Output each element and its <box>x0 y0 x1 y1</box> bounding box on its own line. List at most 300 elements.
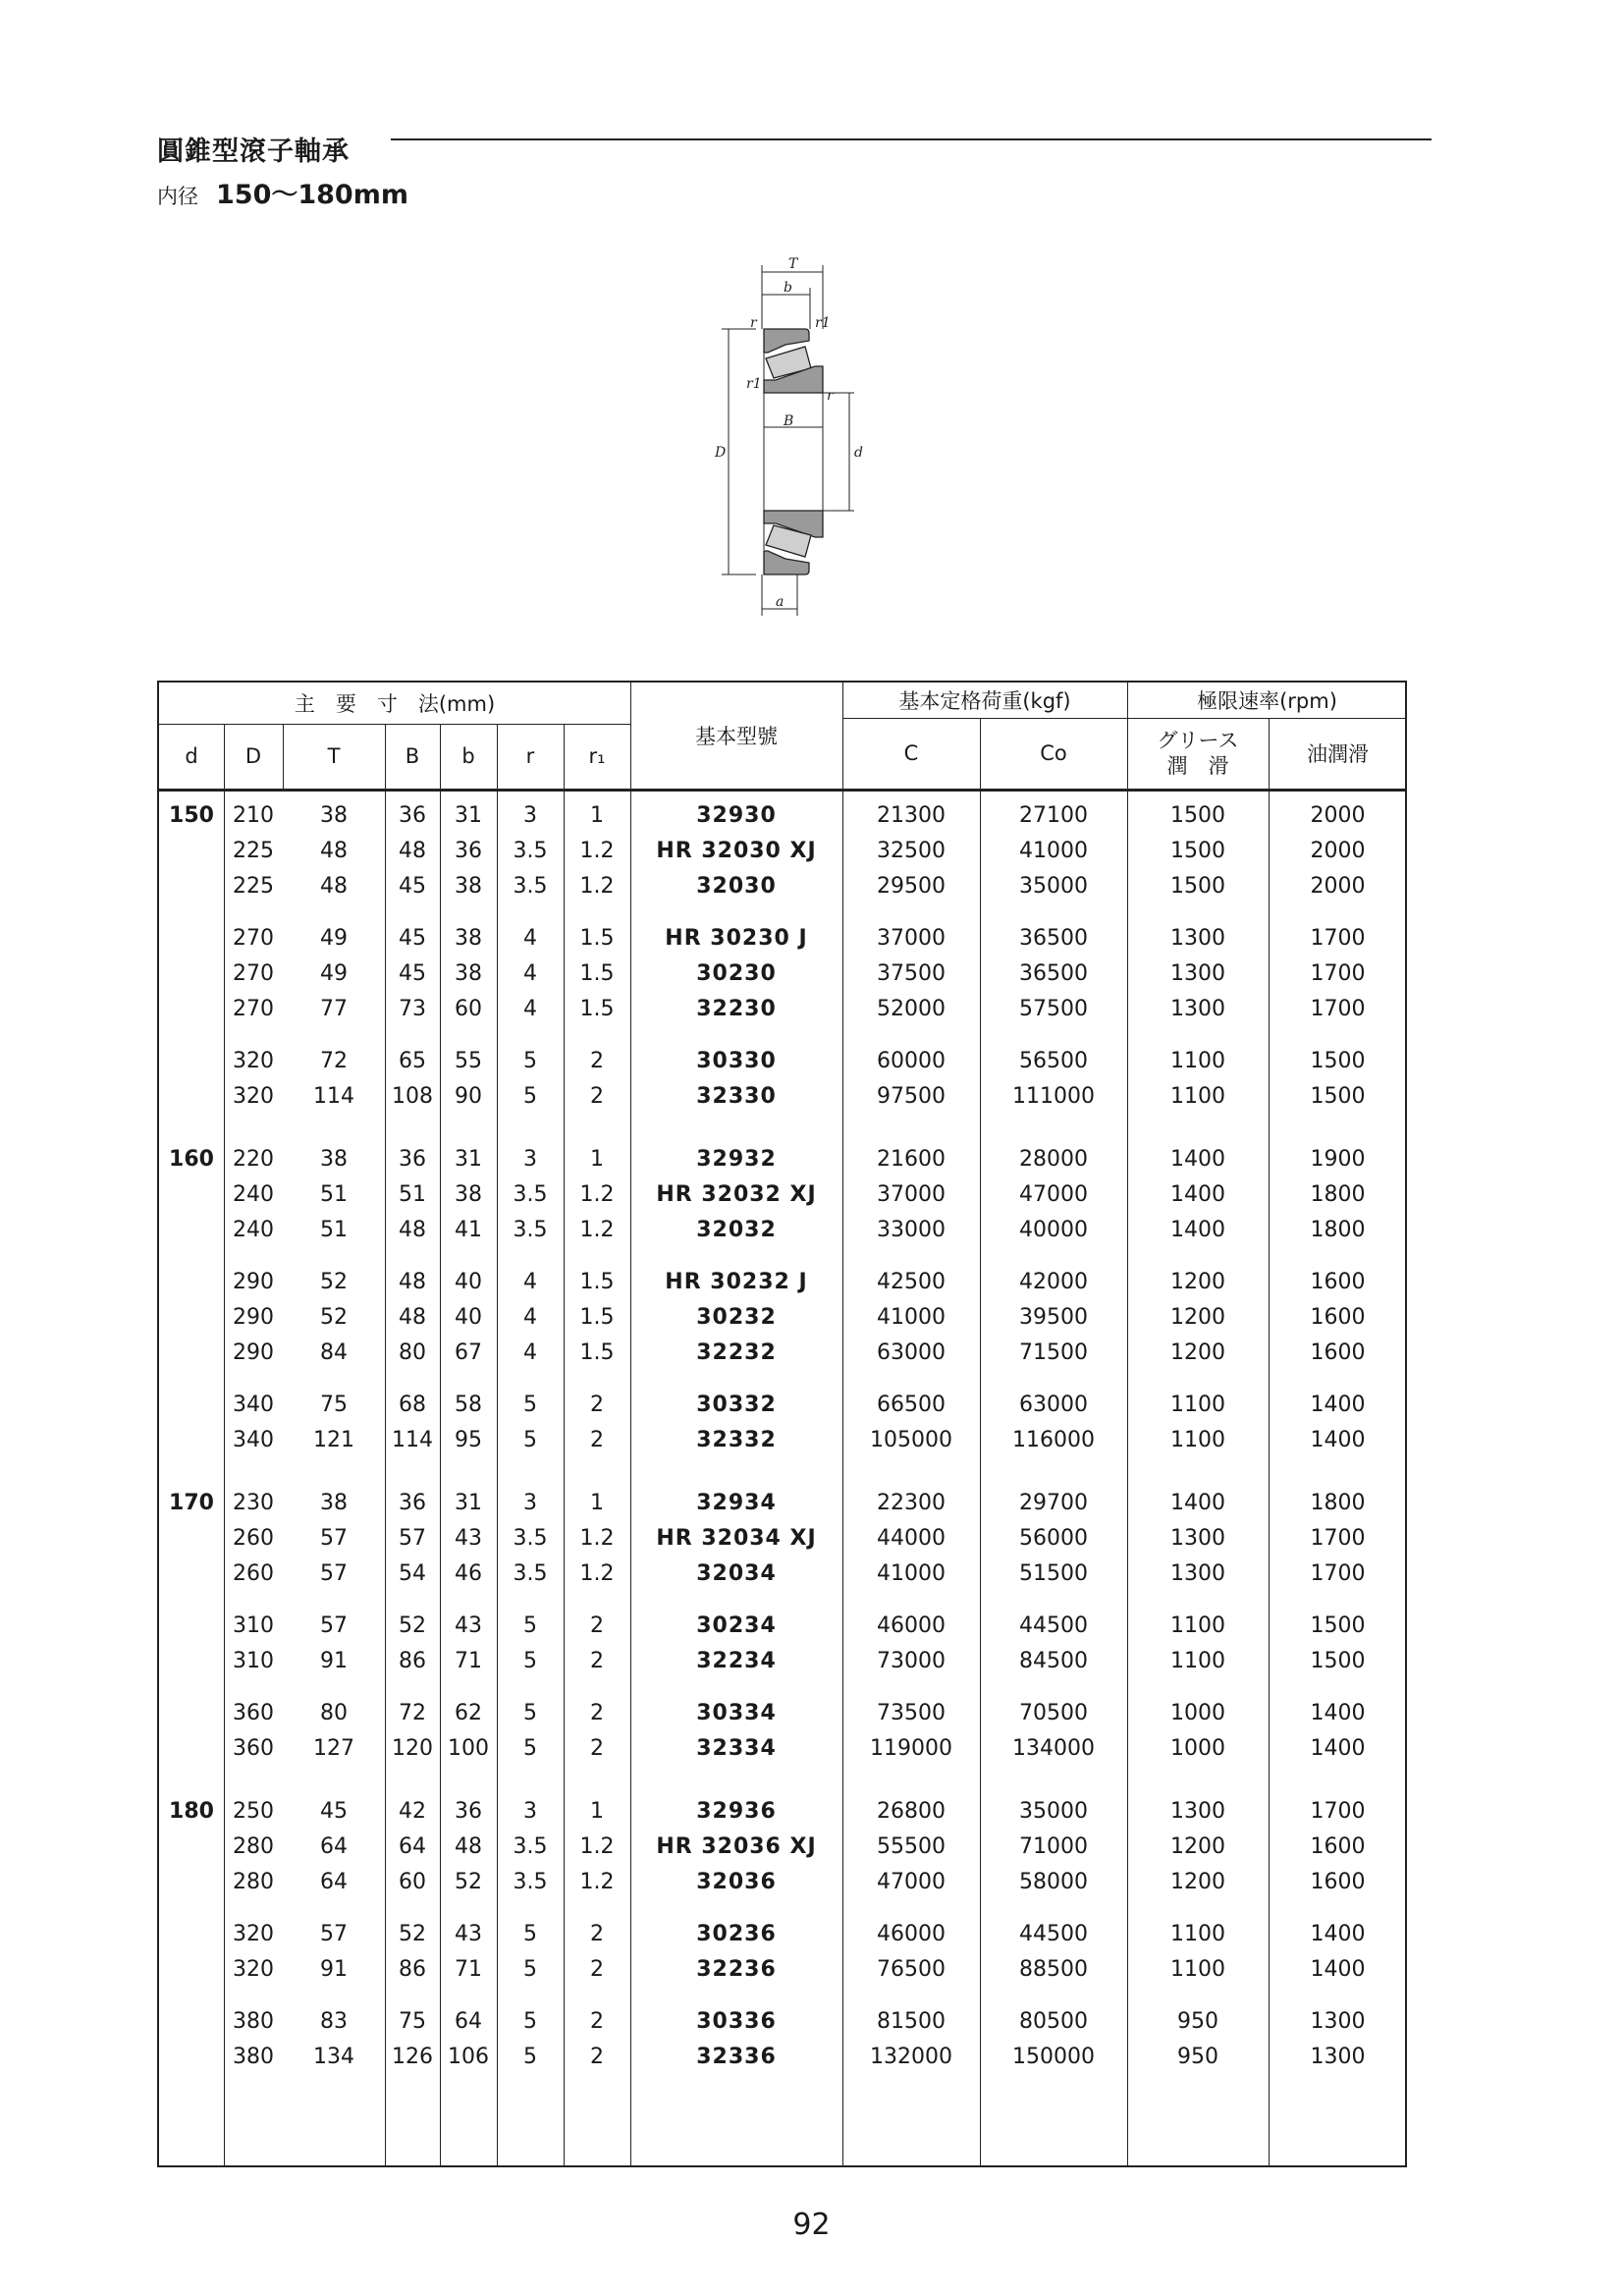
cell-T: 84 <box>320 1340 348 1365</box>
table-row <box>159 1794 1405 1830</box>
col-header-r1: r₁ <box>588 744 606 768</box>
cell-r1: 2 <box>590 1049 604 1073</box>
cell-grease: 1200 <box>1170 1340 1225 1365</box>
cell-r1: 2 <box>590 1701 604 1725</box>
cell-r1: 1 <box>590 803 604 828</box>
cell-Co: 58000 <box>1019 1870 1088 1894</box>
cell-model: 30332 <box>696 1393 777 1417</box>
cell-B: 36 <box>399 1147 426 1172</box>
cell-r1: 1.2 <box>579 1870 615 1894</box>
cell-C: 21300 <box>877 803 946 828</box>
cell-B: 114 <box>392 1428 433 1452</box>
cell-C: 37500 <box>877 961 946 986</box>
cell-b: 64 <box>455 2009 482 2034</box>
cell-model: 32236 <box>696 1957 777 1982</box>
cell-grease: 1100 <box>1170 1613 1225 1638</box>
cell-C: 66500 <box>877 1393 946 1417</box>
cell-grease: 1100 <box>1170 1049 1225 1073</box>
cell-model: HR 32036 XJ <box>656 1834 817 1859</box>
cell-Co: 39500 <box>1019 1305 1088 1330</box>
cell-oil: 1300 <box>1310 2045 1366 2069</box>
cell-d <box>159 1079 224 1115</box>
table-row <box>159 1731 1405 1767</box>
cell-C: 105000 <box>870 1428 952 1452</box>
cell-T: 57 <box>320 1561 348 1586</box>
cell-C: 76500 <box>877 1957 946 1982</box>
cell-r1: 2 <box>590 2009 604 2034</box>
cell-r: 5 <box>523 1393 537 1417</box>
cell-r: 5 <box>523 1957 537 1982</box>
cell-B: 45 <box>399 926 426 951</box>
cell-oil: 1600 <box>1310 1305 1366 1330</box>
cell-C: 37000 <box>877 1182 946 1207</box>
cell-b: 31 <box>455 1147 482 1172</box>
cell-grease: 1100 <box>1170 1428 1225 1452</box>
cell-d <box>159 869 224 904</box>
cell-C: 47000 <box>877 1870 946 1894</box>
cell-r: 5 <box>523 2045 537 2069</box>
cell-model: 32330 <box>696 1084 777 1109</box>
cell-B: 72 <box>399 1701 426 1725</box>
cell-B: 48 <box>399 1305 426 1330</box>
cell-C: 41000 <box>877 1305 946 1330</box>
cell-model: HR 32030 XJ <box>656 839 817 863</box>
cell-d <box>159 1557 224 1592</box>
table-row <box>159 834 1405 869</box>
cell-Co: 28000 <box>1019 1147 1088 1172</box>
cell-B: 48 <box>399 839 426 863</box>
cell-b: 67 <box>455 1340 482 1365</box>
cell-Co: 70500 <box>1019 1701 1088 1725</box>
cell-d <box>159 1300 224 1336</box>
cell-B: 42 <box>399 1799 426 1824</box>
cell-D: 225 <box>233 874 274 899</box>
cell-C: 41000 <box>877 1561 946 1586</box>
cell-oil: 1600 <box>1310 1270 1366 1294</box>
cell-C: 46000 <box>877 1613 946 1638</box>
table-row <box>159 1213 1405 1248</box>
col-header-r: r <box>525 744 535 768</box>
cell-oil: 1700 <box>1310 1561 1366 1586</box>
cell-T: 75 <box>320 1393 348 1417</box>
cell-Co: 35000 <box>1019 1799 1088 1824</box>
col-line-D-head <box>283 724 284 789</box>
cell-r: 4 <box>523 961 537 986</box>
cell-C: 63000 <box>877 1340 946 1365</box>
cell-D: 290 <box>233 1270 274 1294</box>
cell-Co: 84500 <box>1019 1649 1088 1673</box>
cell-r: 3.5 <box>513 839 548 863</box>
cell-Co: 56500 <box>1019 1049 1088 1073</box>
cell-b: 38 <box>455 874 482 899</box>
cell-D: 290 <box>233 1340 274 1365</box>
cell-model: 32036 <box>696 1870 777 1894</box>
cell-b: 58 <box>455 1393 482 1417</box>
cell-grease: 1400 <box>1170 1182 1225 1207</box>
cell-B: 36 <box>399 803 426 828</box>
cell-Co: 134000 <box>1012 1736 1095 1761</box>
cell-Co: 63000 <box>1019 1393 1088 1417</box>
cell-Co: 56000 <box>1019 1526 1088 1551</box>
header-model: 基本型號 <box>695 725 778 748</box>
cell-b: 100 <box>448 1736 489 1761</box>
table-row <box>159 957 1405 992</box>
cell-b: 43 <box>455 1526 482 1551</box>
diagram-label-T: T <box>788 256 798 272</box>
cell-B: 126 <box>392 2045 433 2069</box>
cell-d <box>159 1917 224 1952</box>
cell-B: 80 <box>399 1340 426 1365</box>
cell-r: 4 <box>523 1270 537 1294</box>
cell-oil: 2000 <box>1310 839 1366 863</box>
cell-oil: 1400 <box>1310 1393 1366 1417</box>
table-row <box>159 1486 1405 1521</box>
cell-r1: 2 <box>590 1613 604 1638</box>
cell-d <box>159 1423 224 1458</box>
cell-C: 73500 <box>877 1701 946 1725</box>
table-row <box>159 1177 1405 1213</box>
cell-model: 30232 <box>696 1305 777 1330</box>
cell-T: 48 <box>320 839 348 863</box>
cell-r: 5 <box>523 1649 537 1673</box>
table-row <box>159 1079 1405 1115</box>
cell-B: 60 <box>399 1870 426 1894</box>
cell-D: 210 <box>233 803 274 828</box>
cell-T: 49 <box>320 961 348 986</box>
cell-b: 52 <box>455 1870 482 1894</box>
cell-T: 77 <box>320 997 348 1021</box>
cell-oil: 1600 <box>1310 1834 1366 1859</box>
cell-Co: 88500 <box>1019 1957 1088 1982</box>
cell-oil: 1300 <box>1310 2009 1366 2034</box>
cell-grease: 1300 <box>1170 926 1225 951</box>
cell-Co: 116000 <box>1012 1428 1095 1452</box>
cell-Co: 36500 <box>1019 961 1088 986</box>
diagram-label-a: a <box>776 594 784 610</box>
cell-r1: 1.2 <box>579 874 615 899</box>
cell-d <box>159 2004 224 2040</box>
cell-model: HR 32032 XJ <box>656 1182 817 1207</box>
diagram-label-r-right: r <box>827 388 834 404</box>
cell-model: HR 30232 J <box>665 1270 808 1294</box>
cell-D: 270 <box>233 997 274 1021</box>
cell-b: 36 <box>455 839 482 863</box>
cell-T: 83 <box>320 2009 348 2034</box>
cell-b: 95 <box>455 1428 482 1452</box>
cell-r1: 1 <box>590 1491 604 1515</box>
cell-B: 48 <box>399 1270 426 1294</box>
cell-B: 51 <box>399 1182 426 1207</box>
cell-oil: 1500 <box>1310 1649 1366 1673</box>
cell-D: 320 <box>233 1084 274 1109</box>
cell-d <box>159 1696 224 1731</box>
cell-B: 65 <box>399 1049 426 1073</box>
cell-r: 5 <box>523 1428 537 1452</box>
cell-r1: 1.2 <box>579 1182 615 1207</box>
table-row <box>159 1336 1405 1371</box>
cell-r: 3.5 <box>513 1561 548 1586</box>
cell-T: 45 <box>320 1799 348 1824</box>
cell-model: 32234 <box>696 1649 777 1673</box>
cell-grease: 1300 <box>1170 961 1225 986</box>
cell-B: 108 <box>392 1084 433 1109</box>
cell-T: 80 <box>320 1701 348 1725</box>
diagram-label-r1-top: r1 <box>815 315 831 331</box>
bearing-diagram <box>707 250 874 624</box>
cell-d <box>159 1213 224 1248</box>
cell-model: 32934 <box>696 1491 777 1515</box>
cell-r: 4 <box>523 1340 537 1365</box>
cell-C: 44000 <box>877 1526 946 1551</box>
table-row <box>159 1300 1405 1336</box>
cell-oil: 1500 <box>1310 1084 1366 1109</box>
diagram-label-r1-left: r1 <box>746 376 762 392</box>
cell-r: 4 <box>523 1305 537 1330</box>
cell-d <box>159 1830 224 1865</box>
cell-D: 230 <box>233 1491 274 1515</box>
cell-D: 250 <box>233 1799 274 1824</box>
cell-oil: 2000 <box>1310 874 1366 899</box>
cell-B: 48 <box>399 1218 426 1242</box>
cell-oil: 1400 <box>1310 1428 1366 1452</box>
cell-D: 260 <box>233 1561 274 1586</box>
cell-oil: 1800 <box>1310 1218 1366 1242</box>
cell-T: 91 <box>320 1957 348 1982</box>
cell-C: 132000 <box>870 2045 952 2069</box>
cell-b: 48 <box>455 1834 482 1859</box>
cell-grease: 1500 <box>1170 839 1225 863</box>
cell-Co: 27100 <box>1019 803 1088 828</box>
cell-Co: 150000 <box>1012 2045 1095 2069</box>
cell-b: 41 <box>455 1218 482 1242</box>
bearing-table <box>157 681 1407 2167</box>
cell-oil: 1400 <box>1310 1736 1366 1761</box>
cell-grease: 1100 <box>1170 1084 1225 1109</box>
cell-r1: 1 <box>590 1147 604 1172</box>
cell-Co: 111000 <box>1012 1084 1095 1109</box>
cell-D: 320 <box>233 1922 274 1946</box>
header-load-rating: 基本定格荷重(kgf) <box>898 689 1071 713</box>
cell-D: 260 <box>233 1526 274 1551</box>
cell-D: 360 <box>233 1701 274 1725</box>
title-rule <box>391 138 1432 140</box>
cell-T: 72 <box>320 1049 348 1073</box>
cell-oil: 1500 <box>1310 1049 1366 1073</box>
cell-r1: 1.2 <box>579 1218 615 1242</box>
cell-D: 320 <box>233 1049 274 1073</box>
cell-C: 29500 <box>877 874 946 899</box>
diagram-label-B: B <box>784 413 794 429</box>
cell-grease: 1400 <box>1170 1491 1225 1515</box>
cell-model: 32334 <box>696 1736 777 1761</box>
cell-Co: 51500 <box>1019 1561 1088 1586</box>
cell-d <box>159 1265 224 1300</box>
cell-B: 120 <box>392 1736 433 1761</box>
cell-C: 81500 <box>877 2009 946 2034</box>
table-row <box>159 1142 1405 1177</box>
cell-C: 119000 <box>870 1736 952 1761</box>
cell-grease: 1000 <box>1170 1701 1225 1725</box>
cell-grease: 1500 <box>1170 874 1225 899</box>
cell-Co: 44500 <box>1019 1613 1088 1638</box>
cell-T: 57 <box>320 1922 348 1946</box>
cell-T: 48 <box>320 874 348 899</box>
table-row <box>159 1952 1405 1988</box>
col-header-Co: Co <box>1040 741 1067 765</box>
cell-T: 52 <box>320 1270 348 1294</box>
cell-grease: 1100 <box>1170 1922 1225 1946</box>
cell-r: 4 <box>523 926 537 951</box>
header-bottom-rule <box>159 789 1407 792</box>
cell-Co: 41000 <box>1019 839 1088 863</box>
table-row <box>159 2040 1405 2075</box>
cell-model: 32336 <box>696 2045 777 2069</box>
cell-T: 127 <box>313 1736 354 1761</box>
cell-T: 38 <box>320 1147 348 1172</box>
cell-grease: 1200 <box>1170 1305 1225 1330</box>
table-row <box>159 1044 1405 1079</box>
cell-r: 5 <box>523 2009 537 2034</box>
cell-B: 64 <box>399 1834 426 1859</box>
cell-d <box>159 834 224 869</box>
cell-D: 225 <box>233 839 274 863</box>
cell-D: 270 <box>233 961 274 986</box>
cell-D: 240 <box>233 1218 274 1242</box>
cell-B: 86 <box>399 1957 426 1982</box>
cell-oil: 1700 <box>1310 1799 1366 1824</box>
cell-Co: 35000 <box>1019 874 1088 899</box>
cell-B: 86 <box>399 1649 426 1673</box>
col-header-C: C <box>903 741 919 765</box>
cell-oil: 1800 <box>1310 1491 1366 1515</box>
diagram-label-d: d <box>854 445 863 461</box>
cell-r: 3.5 <box>513 874 548 899</box>
cell-grease: 1300 <box>1170 1799 1225 1824</box>
cell-d: 160 <box>169 1147 214 1172</box>
cell-oil: 1400 <box>1310 1957 1366 1982</box>
cell-T: 49 <box>320 926 348 951</box>
cell-C: 21600 <box>877 1147 946 1172</box>
cell-r1: 1 <box>590 1799 604 1824</box>
cell-b: 38 <box>455 926 482 951</box>
cell-grease: 1300 <box>1170 1526 1225 1551</box>
cell-C: 46000 <box>877 1922 946 1946</box>
table-row <box>159 798 1405 834</box>
cell-B: 52 <box>399 1922 426 1946</box>
diagram-label-D: D <box>715 445 727 461</box>
cell-B: 45 <box>399 961 426 986</box>
cell-C: 42500 <box>877 1270 946 1294</box>
cell-d <box>159 1044 224 1079</box>
table-row <box>159 1265 1405 1300</box>
cell-d <box>159 2040 224 2075</box>
cell-r: 3 <box>523 1799 537 1824</box>
cell-T: 57 <box>320 1526 348 1551</box>
subtitle-value: 150～180mm <box>216 180 408 210</box>
cell-b: 43 <box>455 1922 482 1946</box>
cell-b: 40 <box>455 1270 482 1294</box>
cell-d: 170 <box>169 1491 214 1515</box>
col-header-B: B <box>405 744 420 768</box>
cell-model: 32230 <box>696 997 777 1021</box>
cell-B: 45 <box>399 874 426 899</box>
cell-r1: 2 <box>590 1649 604 1673</box>
cell-oil: 1500 <box>1310 1613 1366 1638</box>
cell-r: 3 <box>523 803 537 828</box>
cell-Co: 36500 <box>1019 926 1088 951</box>
page-number: 92 <box>792 2208 831 2242</box>
table-row <box>159 992 1405 1027</box>
cell-Co: 44500 <box>1019 1922 1088 1946</box>
table-row <box>159 1521 1405 1557</box>
cell-grease: 1400 <box>1170 1147 1225 1172</box>
cell-Co: 40000 <box>1019 1218 1088 1242</box>
cell-B: 52 <box>399 1613 426 1638</box>
cell-B: 36 <box>399 1491 426 1515</box>
cell-r1: 2 <box>590 2045 604 2069</box>
header-speed-limit: 極限速率(rpm) <box>1197 689 1337 713</box>
table-row <box>159 869 1405 904</box>
cell-r1: 1.2 <box>579 1834 615 1859</box>
table-row <box>159 1644 1405 1679</box>
cell-d: 150 <box>169 803 214 828</box>
cell-B: 68 <box>399 1393 426 1417</box>
cell-grease: 1100 <box>1170 1649 1225 1673</box>
cell-T: 51 <box>320 1218 348 1242</box>
cell-C: 26800 <box>877 1799 946 1824</box>
cell-D: 310 <box>233 1613 274 1638</box>
cell-r1: 2 <box>590 1393 604 1417</box>
cell-b: 31 <box>455 803 482 828</box>
cell-T: 64 <box>320 1870 348 1894</box>
cell-grease: 1300 <box>1170 1561 1225 1586</box>
cell-oil: 1800 <box>1310 1182 1366 1207</box>
header-main-dimensions: 主 要 寸 法(mm) <box>294 692 496 716</box>
cell-b: 38 <box>455 1182 482 1207</box>
table-row <box>159 921 1405 957</box>
table-row <box>159 1388 1405 1423</box>
cell-oil: 1400 <box>1310 1922 1366 1946</box>
cell-oil: 1700 <box>1310 961 1366 986</box>
cell-b: 36 <box>455 1799 482 1824</box>
cell-C: 52000 <box>877 997 946 1021</box>
cell-oil: 1600 <box>1310 1870 1366 1894</box>
col-header-grease: グリース 潤 滑 <box>1157 729 1239 778</box>
cell-C: 37000 <box>877 926 946 951</box>
cell-T: 38 <box>320 1491 348 1515</box>
cell-B: 73 <box>399 997 426 1021</box>
cell-r: 3 <box>523 1147 537 1172</box>
cell-r: 5 <box>523 1736 537 1761</box>
cell-b: 90 <box>455 1084 482 1109</box>
col-header-oil: 油潤滑 <box>1307 742 1369 766</box>
cell-r: 3.5 <box>513 1870 548 1894</box>
cell-r: 5 <box>523 1613 537 1638</box>
cell-r: 4 <box>523 997 537 1021</box>
cell-model: 30334 <box>696 1701 777 1725</box>
cell-model: 30234 <box>696 1613 777 1638</box>
cell-D: 380 <box>233 2045 274 2069</box>
cell-model: HR 32034 XJ <box>656 1526 817 1551</box>
cell-r1: 2 <box>590 1084 604 1109</box>
cell-grease: 1100 <box>1170 1393 1225 1417</box>
cell-r: 3 <box>523 1491 537 1515</box>
col-header-T: T <box>327 744 341 768</box>
cell-b: 46 <box>455 1561 482 1586</box>
table-row <box>159 1917 1405 1952</box>
cell-d <box>159 1865 224 1900</box>
cell-grease: 1300 <box>1170 997 1225 1021</box>
